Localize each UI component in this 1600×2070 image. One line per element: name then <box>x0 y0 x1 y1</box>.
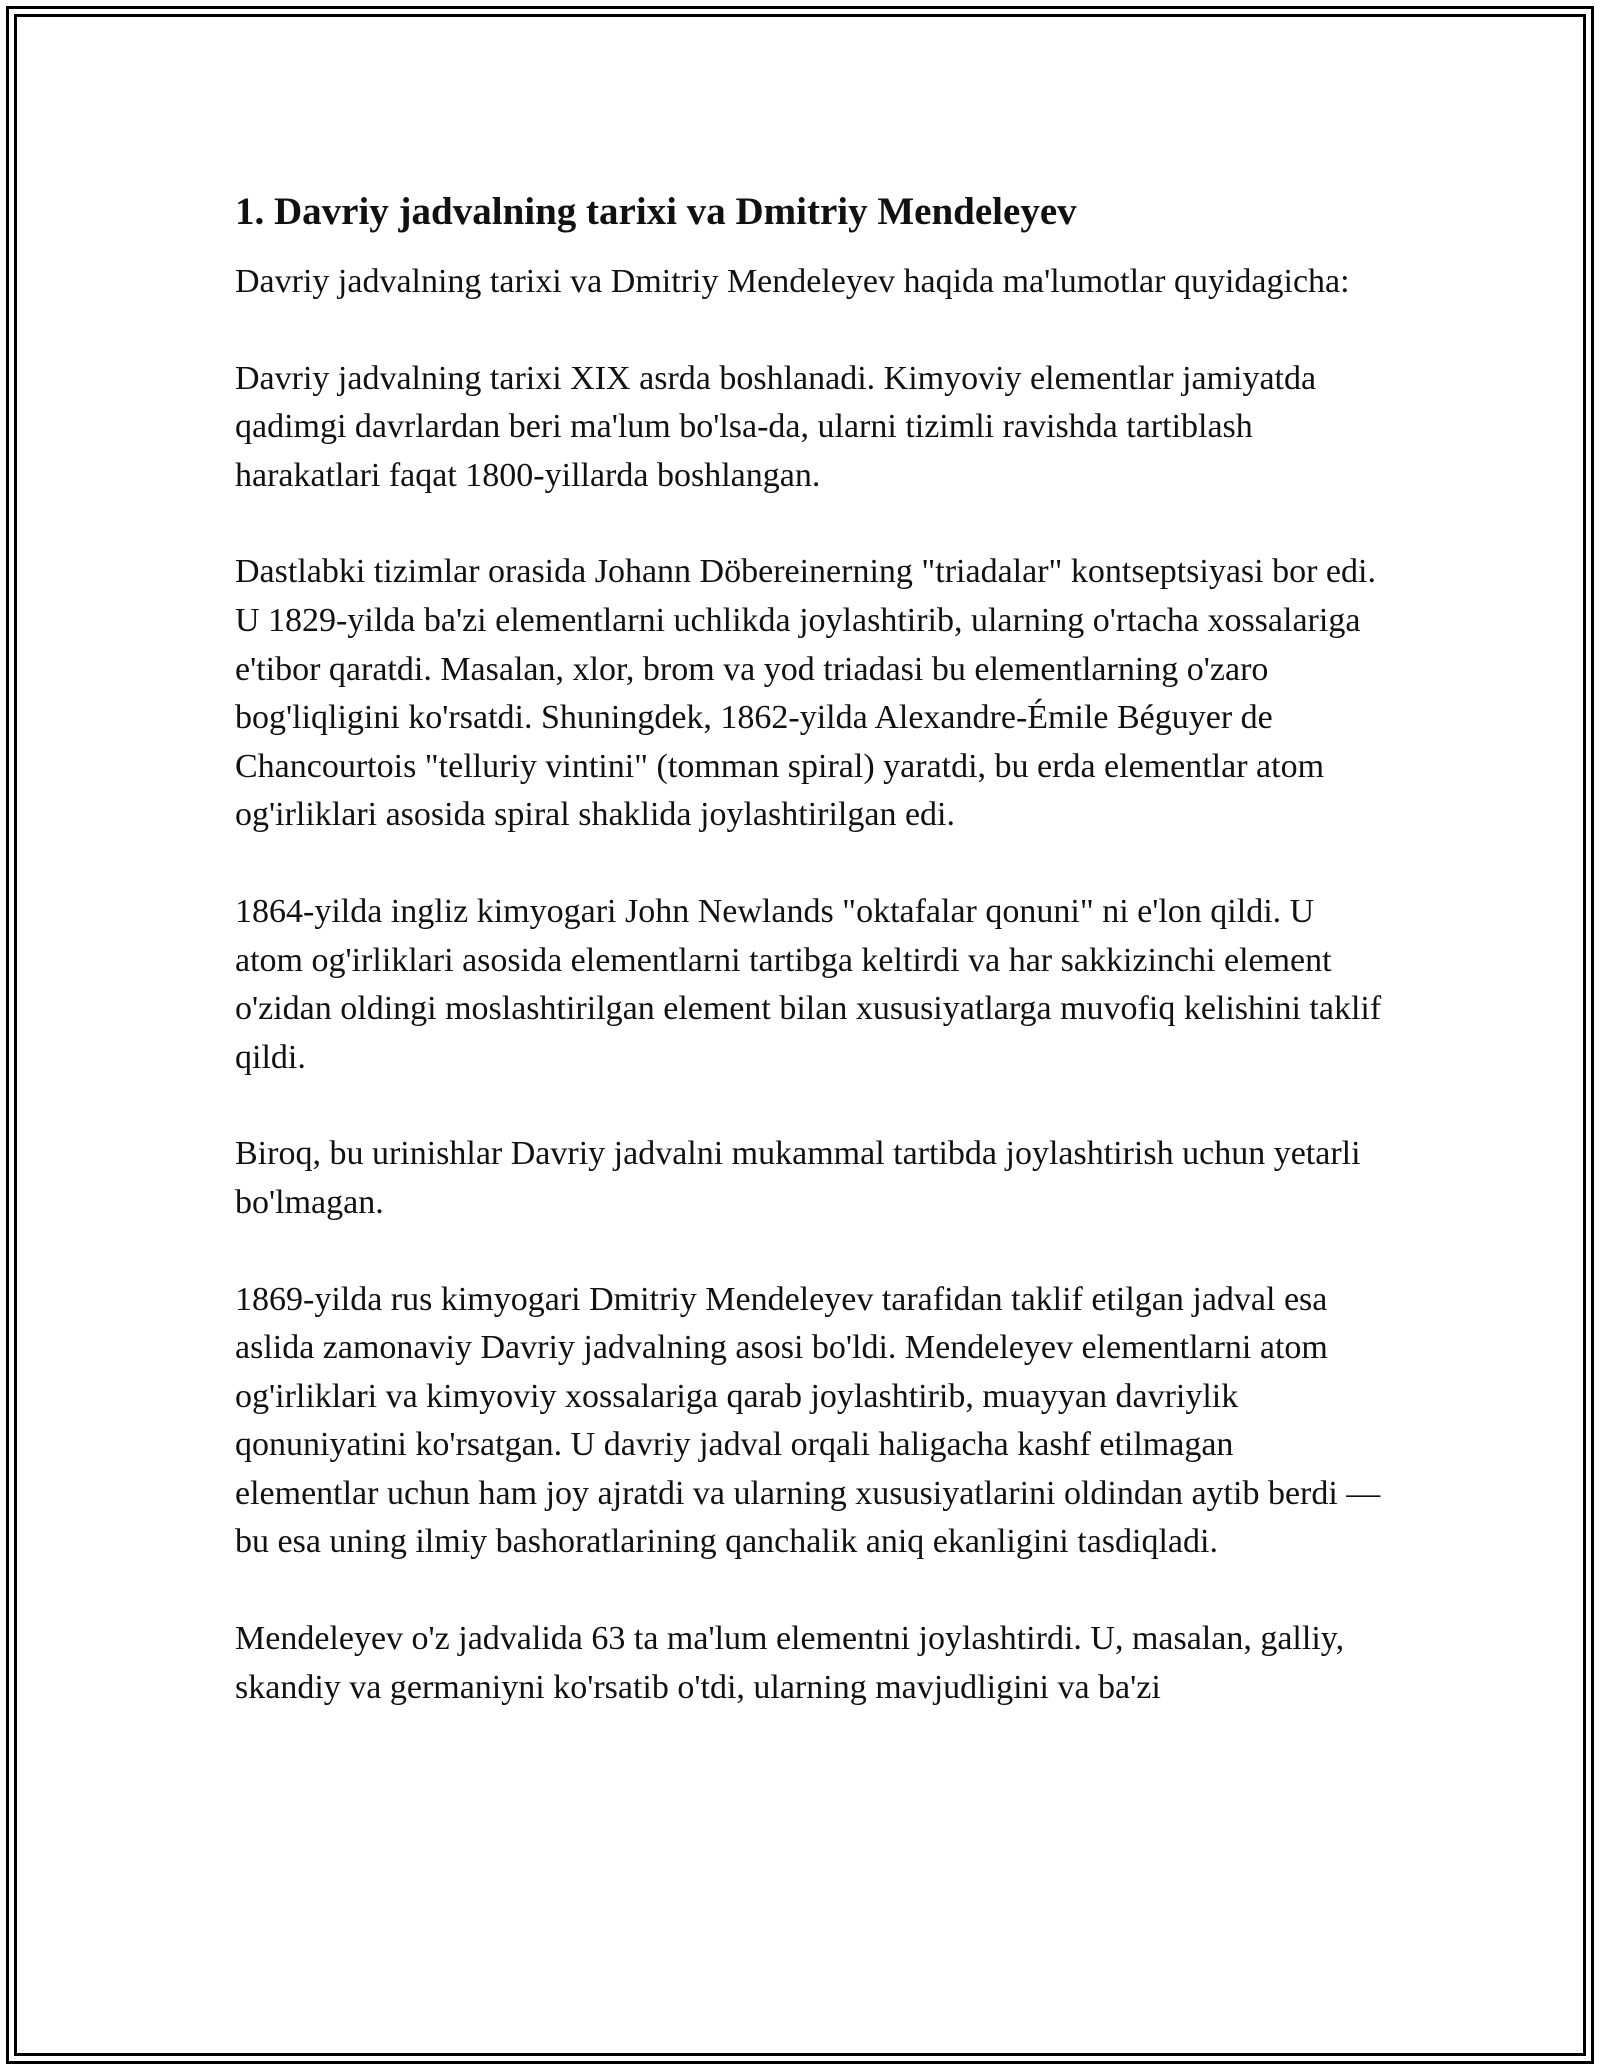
document-content <box>235 186 1385 1760</box>
section-heading: 1. Davriy jadvalning tarixi va Dmitriy Mendeleyev <box>235 190 1077 233</box>
paragraph-intro: Davriy jadvalning tarixi va Dmitriy Mendeleyev haqida ma'lumotlar quyidagicha: <box>235 263 1350 300</box>
paragraph-63-elements: Mendeleyev o'z jadvalida 63 ta ma'lum elementni joylashtirdi. U, masalan, galliy, skandiy va germaniyni ko'rsatib o'tdi, ularning mavjudligini va ba'zi <box>235 1620 1345 1706</box>
paragraph-early-systems: Dastlabki tizimlar orasida Johann Döbereinerning "triadalar" kontseptsiyasi bor edi. U 1829-yilda ba'zi elementlarni uchlikda joylashtirib, ularning o'rtacha xossalariga e'tibor qaratdi. Masalan, xlor, brom va yod triadasi bu elementlarning o'zaro bog'liqligini ko'rsatdi. Shuningdek, 1862-yilda Alexandre-Émile Béguyer de Chancourtois "telluriy vintini" (tomman spiral) yaratdi, bu erda elementlar atom og'irliklari asosida spiral shaklida joylashtirilgan edi. <box>235 553 1376 834</box>
paragraph-mendeleyev-1869: 1869-yilda rus kimyogari Dmitriy Mendeleyev tarafidan taklif etilgan jadval esa aslida zamonaviy Davriy jadvalning asosi bo'ldi. Mendeleyev elementlarni atom og'irliklari va kimyoviy xossalariga qarab joylashtirib, muayyan davriylik qonuniyatini ko'rsatgan. U davriy jadval orqali haligacha kashf etilmagan elementlar uchun ham joy ajratdi va ularning xususiyatlarini oldindan aytib berdi — bu esa uning ilmiy bashoratlarining qanchalik aniq ekanligini tasdiqladi. <box>235 1280 1381 1561</box>
paragraph-insufficient-attempts: Biroq, bu urinishlar Davriy jadvalni mukammal tartibda joylashtirish uchun yetarli bo'lmagan. <box>235 1135 1361 1221</box>
paragraph-newlands: 1864-yilda ingliz kimyogari John Newlands "oktafalar qonuni" ni e'lon qildi. U atom og'irliklari asosida elementlarni tartibga keltirdi va har sakkizinchi element o'zidan oldingi moslashtirilgan element bilan xususiyatlarga muvofiq kelishini taklif qildi. <box>235 892 1382 1076</box>
paragraph-history-start: Davriy jadvalning tarixi XIX asrda boshlanadi. Kimyoviy elementlar jamiyatda qadimgi davrlardan beri ma'lum bo'lsa-da, ularni tizimli ravishda tartiblash harakatlari faqat 1800-yillarda boshlangan. <box>235 359 1317 494</box>
